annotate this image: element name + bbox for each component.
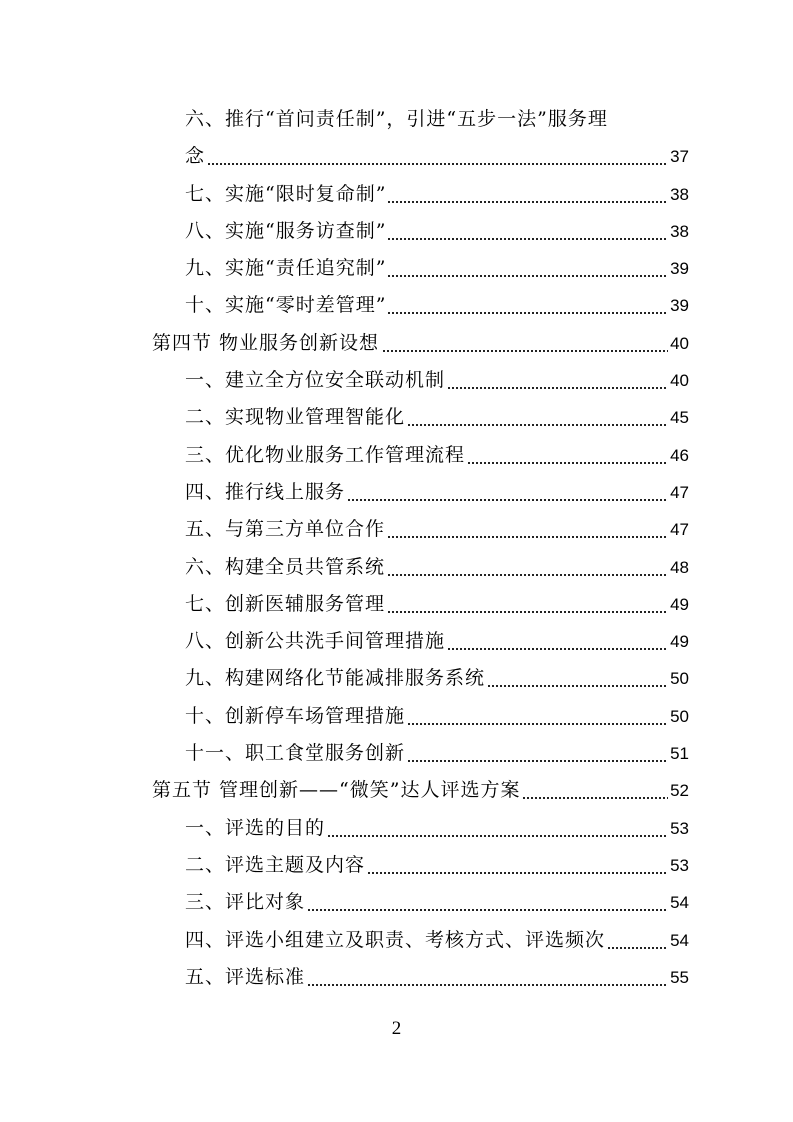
toc-entry[interactable]: [0, 212, 793, 249]
toc-entry-page: 48: [668, 556, 689, 580]
toc-entry[interactable]: [0, 473, 793, 510]
toc-entry-title: 九、实施“责任追究制”: [185, 257, 387, 280]
toc-entry[interactable]: [0, 846, 793, 883]
toc-entry[interactable]: [0, 175, 793, 212]
toc-entry-page: 47: [668, 518, 689, 542]
toc-entry-title: 三、优化物业服务工作管理流程: [185, 443, 466, 466]
table-of-contents: [0, 100, 793, 995]
toc-entry-page: 38: [668, 183, 689, 207]
toc-entry-title: 七、实施“限时复命制”: [185, 182, 387, 205]
toc-entry-page: 37: [668, 145, 689, 169]
toc-entry-title: 一、建立全方位安全联动机制: [185, 369, 446, 392]
dot-leader: [205, 163, 689, 165]
toc-entry-page: 54: [668, 891, 689, 915]
toc-entry-title: 第五节 管理创新——“微笑”达人评选方案: [152, 779, 521, 802]
toc-entry-title: 一、评选的目的: [185, 816, 326, 839]
toc-entry-title: 念: [185, 145, 206, 168]
toc-entry[interactable]: [0, 398, 793, 435]
toc-entry-page: 49: [668, 630, 689, 654]
toc-entry-title: 五、评选标准: [185, 965, 306, 988]
toc-entry-title: 四、评选小组建立及职责、考核方式、评选频次: [185, 928, 606, 951]
toc-entry-title: 十一、职工食堂服务创新: [185, 742, 406, 765]
page-number: 2: [391, 1018, 402, 1039]
toc-entry-page: 49: [668, 593, 689, 617]
toc-entry[interactable]: [0, 883, 793, 920]
toc-entry-title: 二、评选主题及内容: [185, 853, 366, 876]
toc-entry-title: 十、创新停车场管理措施: [185, 704, 406, 727]
toc-entry-title: 六、推行“首问责任制”，引进“五步一法”服务理: [185, 108, 608, 130]
toc-entry-page: 51: [668, 742, 689, 766]
toc-entry[interactable]: [0, 436, 793, 473]
toc-entry[interactable]: [0, 958, 793, 995]
toc-entry-title: 十、实施“零时差管理”: [185, 294, 387, 317]
toc-entry[interactable]: [0, 137, 793, 174]
toc-entry[interactable]: [0, 548, 793, 585]
toc-entry[interactable]: [0, 510, 793, 547]
toc-entry-title: 二、实现物业管理智能化: [185, 406, 406, 429]
toc-entry-page: 50: [668, 705, 689, 729]
toc-entry-page: 40: [668, 369, 689, 393]
toc-entry-page: 46: [668, 444, 689, 468]
toc-entry-page: 53: [668, 854, 689, 878]
toc-entry-title: 九、构建网络化节能减排服务系统: [185, 667, 486, 690]
toc-entry-title: 六、构建全员共管系统: [185, 555, 386, 578]
toc-entry-page: 50: [668, 667, 689, 691]
toc-entry-title: 八、创新公共洗手间管理措施: [185, 630, 446, 653]
toc-entry-page: 39: [668, 257, 689, 281]
toc-entry-page: 38: [668, 220, 689, 244]
toc-entry-page: 52: [668, 779, 689, 803]
toc-entry-title: 七、创新医辅服务管理: [185, 592, 386, 615]
toc-entry-page: 39: [668, 294, 689, 318]
toc-entry-title: 五、与第三方单位合作: [185, 518, 386, 541]
toc-entry[interactable]: [0, 771, 793, 808]
toc-entry-page: 53: [668, 817, 689, 841]
toc-entry[interactable]: [0, 324, 793, 361]
toc-entry-title: 四、推行线上服务: [185, 480, 346, 503]
toc-entry[interactable]: [0, 361, 793, 398]
toc-entry-page: 55: [668, 966, 689, 990]
toc-entry[interactable]: [0, 659, 793, 696]
toc-entry-page: 40: [668, 332, 689, 356]
toc-entry[interactable]: [0, 286, 793, 323]
toc-entry[interactable]: [0, 697, 793, 734]
toc-entry[interactable]: [0, 921, 793, 958]
toc-entry[interactable]: [0, 809, 793, 846]
toc-entry[interactable]: [0, 585, 793, 622]
toc-entry-page: 54: [668, 929, 689, 953]
toc-entry[interactable]: [0, 249, 793, 286]
toc-entry[interactable]: [0, 100, 793, 137]
toc-entry-title: 八、实施“服务访查制”: [185, 219, 387, 242]
toc-entry-page: 47: [668, 481, 689, 505]
toc-entry-page: 45: [668, 406, 689, 430]
toc-entry[interactable]: [0, 734, 793, 771]
toc-entry-title: 三、评比对象: [185, 891, 306, 914]
toc-entry-title: 第四节 物业服务创新设想: [152, 331, 380, 354]
toc-entry[interactable]: [0, 622, 793, 659]
